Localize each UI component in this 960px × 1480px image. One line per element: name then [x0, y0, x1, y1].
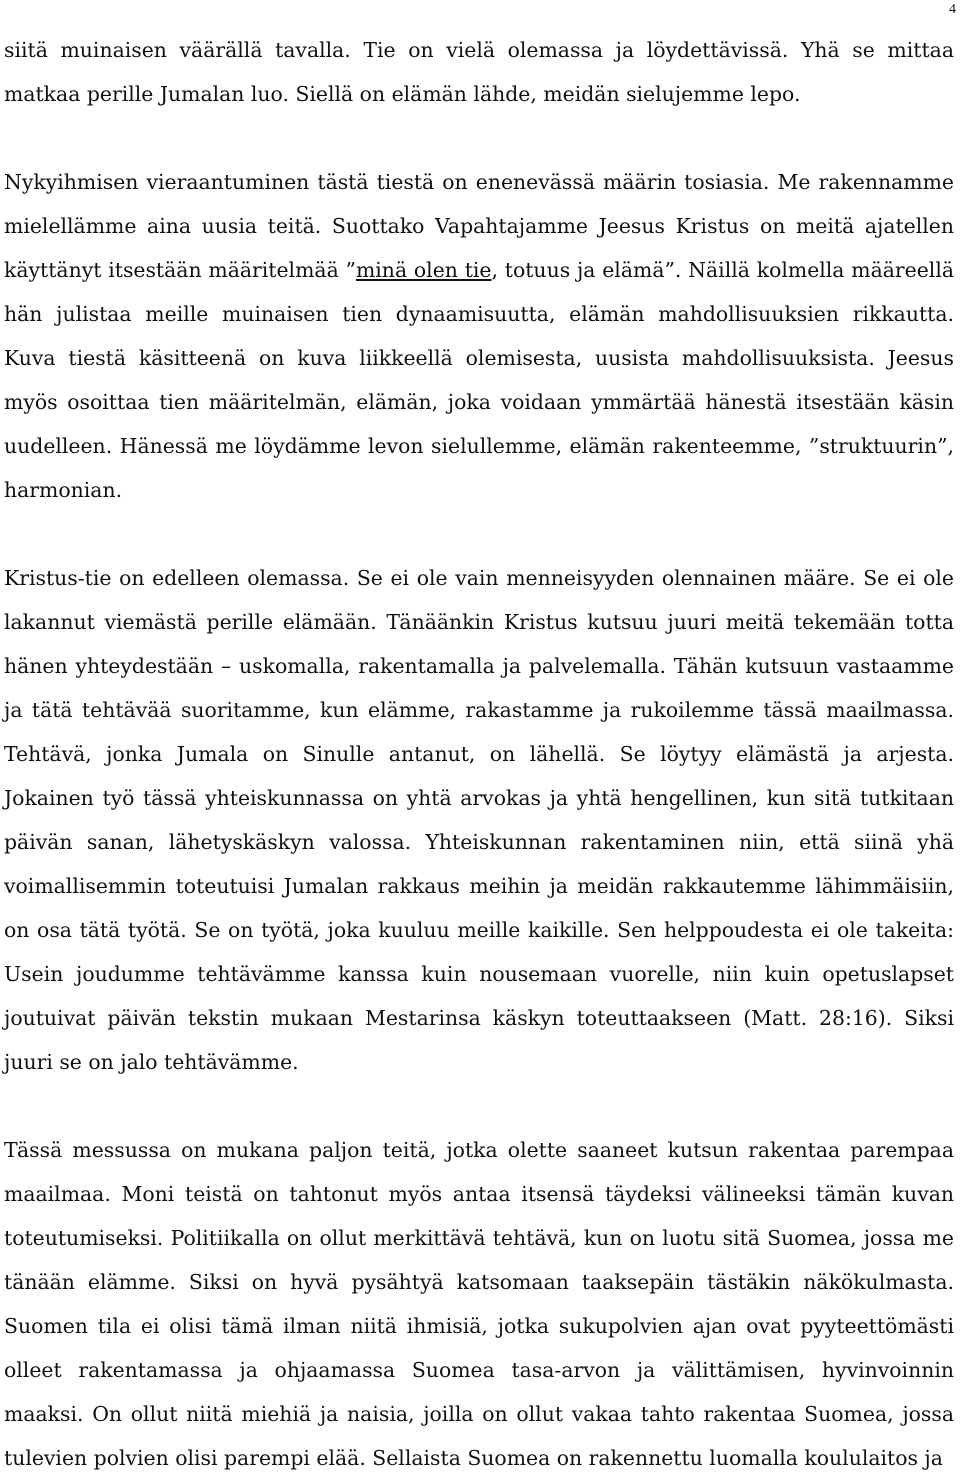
paragraph-gap [4, 116, 954, 160]
paragraph-1: siitä muinaisen väärällä tavalla. Tie on vielä olemassa ja löydettävissä. Yhä se mittaa matkaa perille Jumalan luo. Siellä on elämän lähde, meidän sielujemme lepo. [4, 38, 954, 106]
paragraph-2-text-before: Nykyihmisen vieraantuminen tästä tiestä on enenevässä määrin tosiasia. Me rakennamme mielellämme aina uusia teitä. Suottako Vapahtajamme Jeesus Kristus on meitä ajatellen käyttänyt itsestään määritelmää ” [4, 170, 954, 282]
paragraph-2-text-after: , totuus ja elämä”. Näillä kolmella määreellä hän julistaa meille muinaisen tien dynaamisuutta, elämän mahdollisuuksien rikkautta. Kuva tiestä käsitteenä on kuva liikkeellä olemisesta, uusista mahdollisuuksista. Jeesus myös osoittaa tien määritelmän, elämän, joka voidaan ymmärtää hänestä itsestään käsin uudelleen. Hänessä me löydämme levon sielullemme, elämän rakenteemme, ”struktuurin”, harmonian. [4, 258, 954, 502]
underlined-quote: minä olen tie [355, 258, 492, 282]
paragraph-3: Kristus-tie on edelleen olemassa. Se ei ole vain menneisyyden olennainen määre. Se ei ole lakannut viemästä perille elämään. Tänäänkin Kristus kutsuu juuri meitä tekemään totta hänen yhteydestään – uskomalla, rakentamalla ja palvelemalla. Tähän kutsuun vastaamme ja tätä tehtävää suoritamme, kun elämme, rakastamme ja rukoilemme tässä maailmassa. Tehtävä, jonka Jumala on Sinulle antanut, on lähellä. Se löytyy elämästä ja arjesta. Jokainen työ tässä yhteiskunnassa on yhtä arvokas ja yhtä hengellinen, kun sitä tutkitaan päivän sanan, lähetyskäskyn valossa. Yhteiskunnan rakentaminen niin, että siinä yhä voimallisemmin toteutuisi Jumalan rakkaus meihin ja meidän rakkautemme lähimmäisiin, on osa tätä työtä. Se on työtä, joka kuuluu meille kaikille. Sen helppoudesta ei ole takeita: Usein joudumme tehtävämme kanssa kuin nousemaan vuorelle, niin kuin opetuslapset joutuivat päivän tekstin mukaan Mestarinsa käskyn toteuttaakseen (Matt. 28:16). Siksi juuri se on jalo tehtävämme. [4, 566, 954, 1074]
paragraph-2 [4, 160, 954, 512]
paragraph-4: Tässä messussa on mukana paljon teitä, jotka olette saaneet kutsun rakentaa parempaa maailmaa. Moni teistä on tahtonut myös antaa itsensä täydeksi välineeksi tämän kuvan toteutumiseksi. Politiikalla on ollut merkittävä tehtävä, kun on luotu sitä Suomea, jossa me tänään elämme. Siksi on hyvä pysähtyä katsomaan taaksepäin tästäkin näkökulmasta. Suomen tila ei olisi tämä ilman niitä ihmisiä, jotka sukupolvien ajan ovat pyyteettömästi olleet rakentamassa ja ohjaamassa Suomea tasa-arvon ja välittämisen, hyvinvoinnin maaksi. On ollut niitä miehiä ja naisia, joilla on ollut vakaa tahto rakentaa Suomea, jossa tulevien polvien olisi parempi elää. Sellaista Suomea on rakennettu luomalla koululaitos ja [4, 1138, 954, 1470]
page-number: 4 [949, 2, 956, 17]
paragraph-gap [4, 512, 954, 556]
paragraph-gap [4, 1084, 954, 1128]
